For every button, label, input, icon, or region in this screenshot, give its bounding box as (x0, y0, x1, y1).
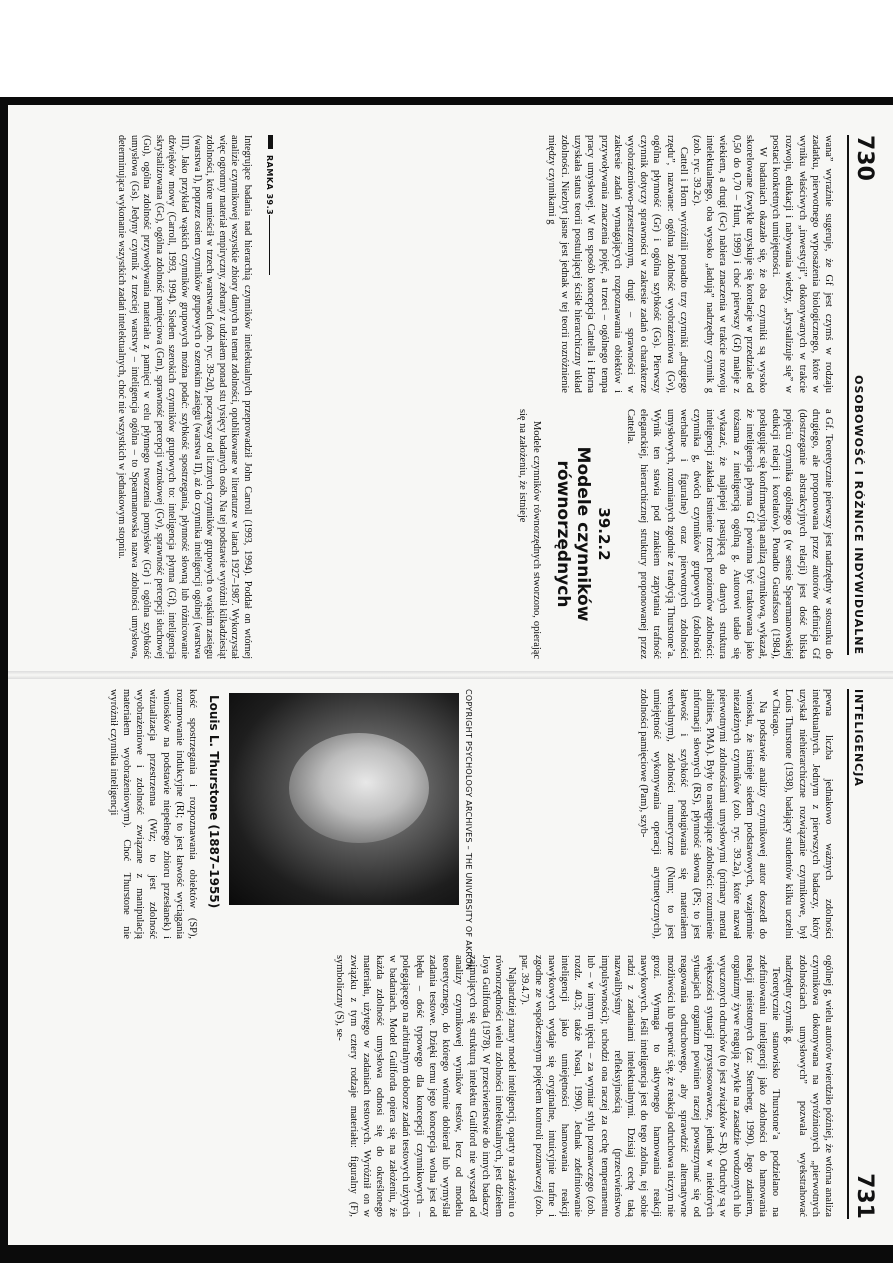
photo-copyright: COPYRIGHT PSYCHOLOGY ARCHIVES – THE UNIVERSITY OF AKRON (464, 689, 473, 971)
paragraph: wana” wyraźnie sugeruje, że Gf jest czymś w rodzaju zadatku, pierwotnego wyposażenia biologicznego, które w wyniku właściwych „inwestycji”, dokonywanych w trakcie rozwoju, edukacji i nabywania wiedzy, „krystalizuje się” w postaci konkretnych umiejętności. (770, 135, 834, 393)
page-730 (8, 105, 893, 675)
paragraph: Cattell i Horn wyróżnili ponadto trzy czynniki „drugiego rzędu”, nazwane: ogólna zdolność wyobrażeniowa (Gv), ogólna płynność (Gr) i ogólna szybkość (Gs). Pierwszy czynnik dotyczy sprawności w zakresie zadań o charakterze wyobrażeniowo-przestrzennym, drugi – sprawności w zakresie zadań wymagających rozpoznawania obiektów i przywoływania znaczenia pojęć, a trzeci – ogólnego tempa pracy umysłowej. W ten sposób koncepcja Cattella i Horna uzyskała status teorii postulującej ściśle hierarchiczny układ zdolności. Niezbyt jasne jest jednak w tej teorii rozróżnienie między czynnikami g (545, 135, 689, 393)
column-left-2 (516, 409, 835, 659)
header-rule (847, 689, 849, 1219)
paragraph: pewna liczba jednakowo ważnych zdolności intelektualnych. Jednym z pierwszych badaczy, który uzyskał niehierarchiczne rozwiązanie czynnikowe, był Louis Thurstone (1938), badający studentów kilku uczelni w Chicago. (770, 689, 834, 939)
running-head: INTELIGENCJA (852, 689, 865, 787)
column-right-1 (637, 689, 835, 939)
box-marker (268, 135, 273, 149)
paragraph: Teoretycznie stanowisko Thurstone’a podzielano na zdefiniowaniu inteligencji jako zdolności do hamowania reakcji nieistotnych (za: Sternberg, 1990). Jego zdaniem, organizmy żywe reagują zwykle na zasadzie wrodzonych lub wyuczonych odruchów (to jest związków S–R). Odruchy są w większości sytuacji przystosowawcze, jednak w niektórych sytuacjach organizm powinien raczej powstrzymać się od reagowania odruchowego, aby sprawdzić alternatywne możliwości lub upewnić się, że reakcja odruchowa niczym nie grozi. Wymaga to aktywnego hamowania reakcji nawykowych. Jeśli inteligencja jest do tego zdolna, tej sobie radzi z zadaniami intelektualnymi. Dzisiaj cechę taką nazwalibyśmy refleksyjnością (przeciwieństwo impulsywności); uchodzi ona raczej za cechę temperamentu lub – w innym ujęciu – za wymiar stylu poznawczego (zob. rozdz. 40.3; także Nosal, 1990). Jednak zdefiniowanie inteligencji jako umiejętności hamowania reakcji nawykowych wydaje się oryginalne, intuicyjnie trafne i zgodne ze współczesnym pojęciem kontroli poznawczej (zob. par. 39.4.7). (519, 955, 782, 1217)
paragraph: Modele czynników równorzędnych stworzono, opierając się na założeniu, że istnieje (517, 409, 542, 659)
running-head: OSOBOWOŚĆ I RÓŻNICE INDYWIDUALNE (852, 375, 865, 655)
page-number: 731 (852, 1173, 877, 1219)
book-spread (8, 105, 893, 1245)
column-right-2 (333, 955, 835, 1217)
section-number: 39.2.2 (594, 507, 613, 561)
page-731 (8, 675, 893, 1245)
photo-caption: Louis L. Thurstone (1887–1955) (207, 695, 221, 909)
box-text (114, 135, 253, 659)
box-rule (269, 215, 270, 275)
section-title: Modele czynników równorzędnych (552, 446, 593, 622)
paragraph: W badaniach okazało się, że oba czynniki są wysoko skorelowane (zwykle uzyskuje się korelacje w przedziale od 0,50 do 0,70 – Hunt, 1999) i choć pierwszy (Gf) maleje z wiekiem, a drugi (Gc) nabiera znaczenia w trakcie rozwoju intelektualnego, oba wysoko „ładują” nadrzędny czynnik g (zob. ryc. 39.2c). (690, 135, 768, 393)
box-label: RAMKA 39.3 (265, 155, 274, 216)
paragraph: kość spostrzegania i rozpoznawania obiektów (SP), rozumowanie indukcyjne (RI; to jest łatwość wyciągania wniosków na podstawie niepełnego zbioru przesłanek) i wizualizacja przestrzenna (Wiz; to jest zdolność wyobrażeniowe i zdolność związane z manipulacją materiałem wyobrażeniowym). Choć Thurstone nie wyróżnił czynnika inteligencji (107, 689, 198, 939)
column-right-1b (107, 689, 199, 939)
column-left-1 (545, 135, 835, 393)
paragraph: a Gf. Teoretycznie pierwszy jest nadrzędny w stosunku do drugiego, ale proponowana przez autorów definicja Gf (dostrzeganie abstrakcyjnych relacji) jest dość bliska pojęciu czynnika ogólnego g (w sensie Spearmanowskiej edukcji relacji i korelatów). Ponadto Gustafsson (1984), posługując się konfirmacyjną analizą czynnikową, wykazał, że inteligencja płynna Gf powinna być traktowana jako tożsama z inteligencją ogólną g. Autorowi udało się wykazać, że najlepiej pasującą do danych struktura inteligencji zakłada istnienie trzech poziomów zdolności: czynnika g, dwóch czynników grupowych (zdolności werbalne i figuralne) oraz pierwotnych zdolności umysłowych, rozumianych zgodnie z tradycją Thurstone’a. Wynik ten stawia pod znakiem zapytania trafność eleganckiej, hierarchicznej struktury proponowanej przez Cattella. (624, 409, 834, 659)
paragraph: Najbardziej znany model inteligencji, oparty na założeniu o równorzędności wielu zdolności intelektualnych, jest dziełem Joya Guilforda (1978). W przeciwieństwie do innych badaczy zajmujących się strukturą intelektu Guilford nie wyszedł od analizy czynnikowej wyników testów, lecz od modelu teoretycznego, do którego wtórnie dobierał lub wymyślał zadania testowe. Dzięki temu jego koncepcja wolna jest od błędu – dość typowego dla koncepcji czynnikowych – polegającego na arbitralnym doborze zadań testowych użytych w badaniach. Model Guilforda opiera się na założeniu, że każda zdolność umysłowa odnosi się do określonego materiału, użytego w zadaniach testowych. Wyróżnił on w związku z tym cztery rodzaje materiału: figuralny (F), symboliczny (S), se- (334, 955, 518, 1217)
header-rule (847, 135, 849, 655)
paragraph: ogólnej g, wielu autorów twierdziło później, że wtórna analiza czynnikowa dokonywana na wyróżnionych „pierwotnych zdolnościach umysłowych” pozwala wyekstrahować nadrzędny czynnik g. (783, 955, 834, 1217)
paragraph: Na podstawie analizy czynnikowej autor doszedł do wniosku, że istnieje siedem podstawowych, wzajemnie niezależnych czynników (zob. ryc. 39.2a), które nazwał pierwotnymi zdolnościami umysłowymi (primary mental abilities, PMA). Były to następujące zdolności: rozumienie informacji słownych (RS), płynność słowna (PS; to jest łatwość i szybkość posługiwania się materiałem werbalnym), zdolności numeryczne (Num; to jest umiejętność wykonywania operacji arytmetycznych), zdolności pamięciowe (Pam), szyb- (638, 689, 768, 939)
portrait-face (289, 733, 429, 843)
paragraph: Integrujące badania nad hierarchią czynników intelektualnych przeprowadził John Carroll (1993, 1994). Poddał on wtórnej analizie czynnikowej wszystkie zbiory danych na temat zdolności, opublikowane w literaturze w latach 1927–1987. Wykorzystał więc ogromny materiał empiryczny, zebrany z udziałem ponad stu tysięcy badanych osób. Na tej podstawie wyróżnił kilkadziesiąt zdolności, które umieścił w trzech warstwach (zob. ryc. 39-2d), począwszy od licznych czynników grupowych o wąskim zasięgu (warstwa I), poprzez osiem czynników grupowych o szerokim zasięgu (warstwa II), aż do czynnika inteligencji ogólnej (warstwa III). Jako przykład wąskich czynników grupowych można podać: szybkość spostrzegania, płynność słowną lub różnicowanie dźwięków mowy (Carroll, 1993, 1994). Siedem szerokich czynników grupowych to: inteligencja płynna (Gf), inteligencja skrystalizowana (Gc), ogólna zdolność pamięciowa (Gm), sprawność percepcji wzrokowej (Gv), sprawność percepcji słuchowej (Gu), ogólna zdolność przywoływania materiału z pamięci w celu płynnego tworzenia pomysłów (Gr) i ogólna szybkość umysłowa (Gs). Jedyny czynnik z trzeciej warstwy – inteligencja ogólna – to Spearmanowska nazwa zdolności umysłowa, determinująca wykonanie wszystkich zadań intelektualnych, choć nie wszystkich w jednakowym stopniu. (116, 135, 253, 659)
portrait-photo (229, 693, 459, 905)
page-number: 730 (852, 135, 877, 181)
